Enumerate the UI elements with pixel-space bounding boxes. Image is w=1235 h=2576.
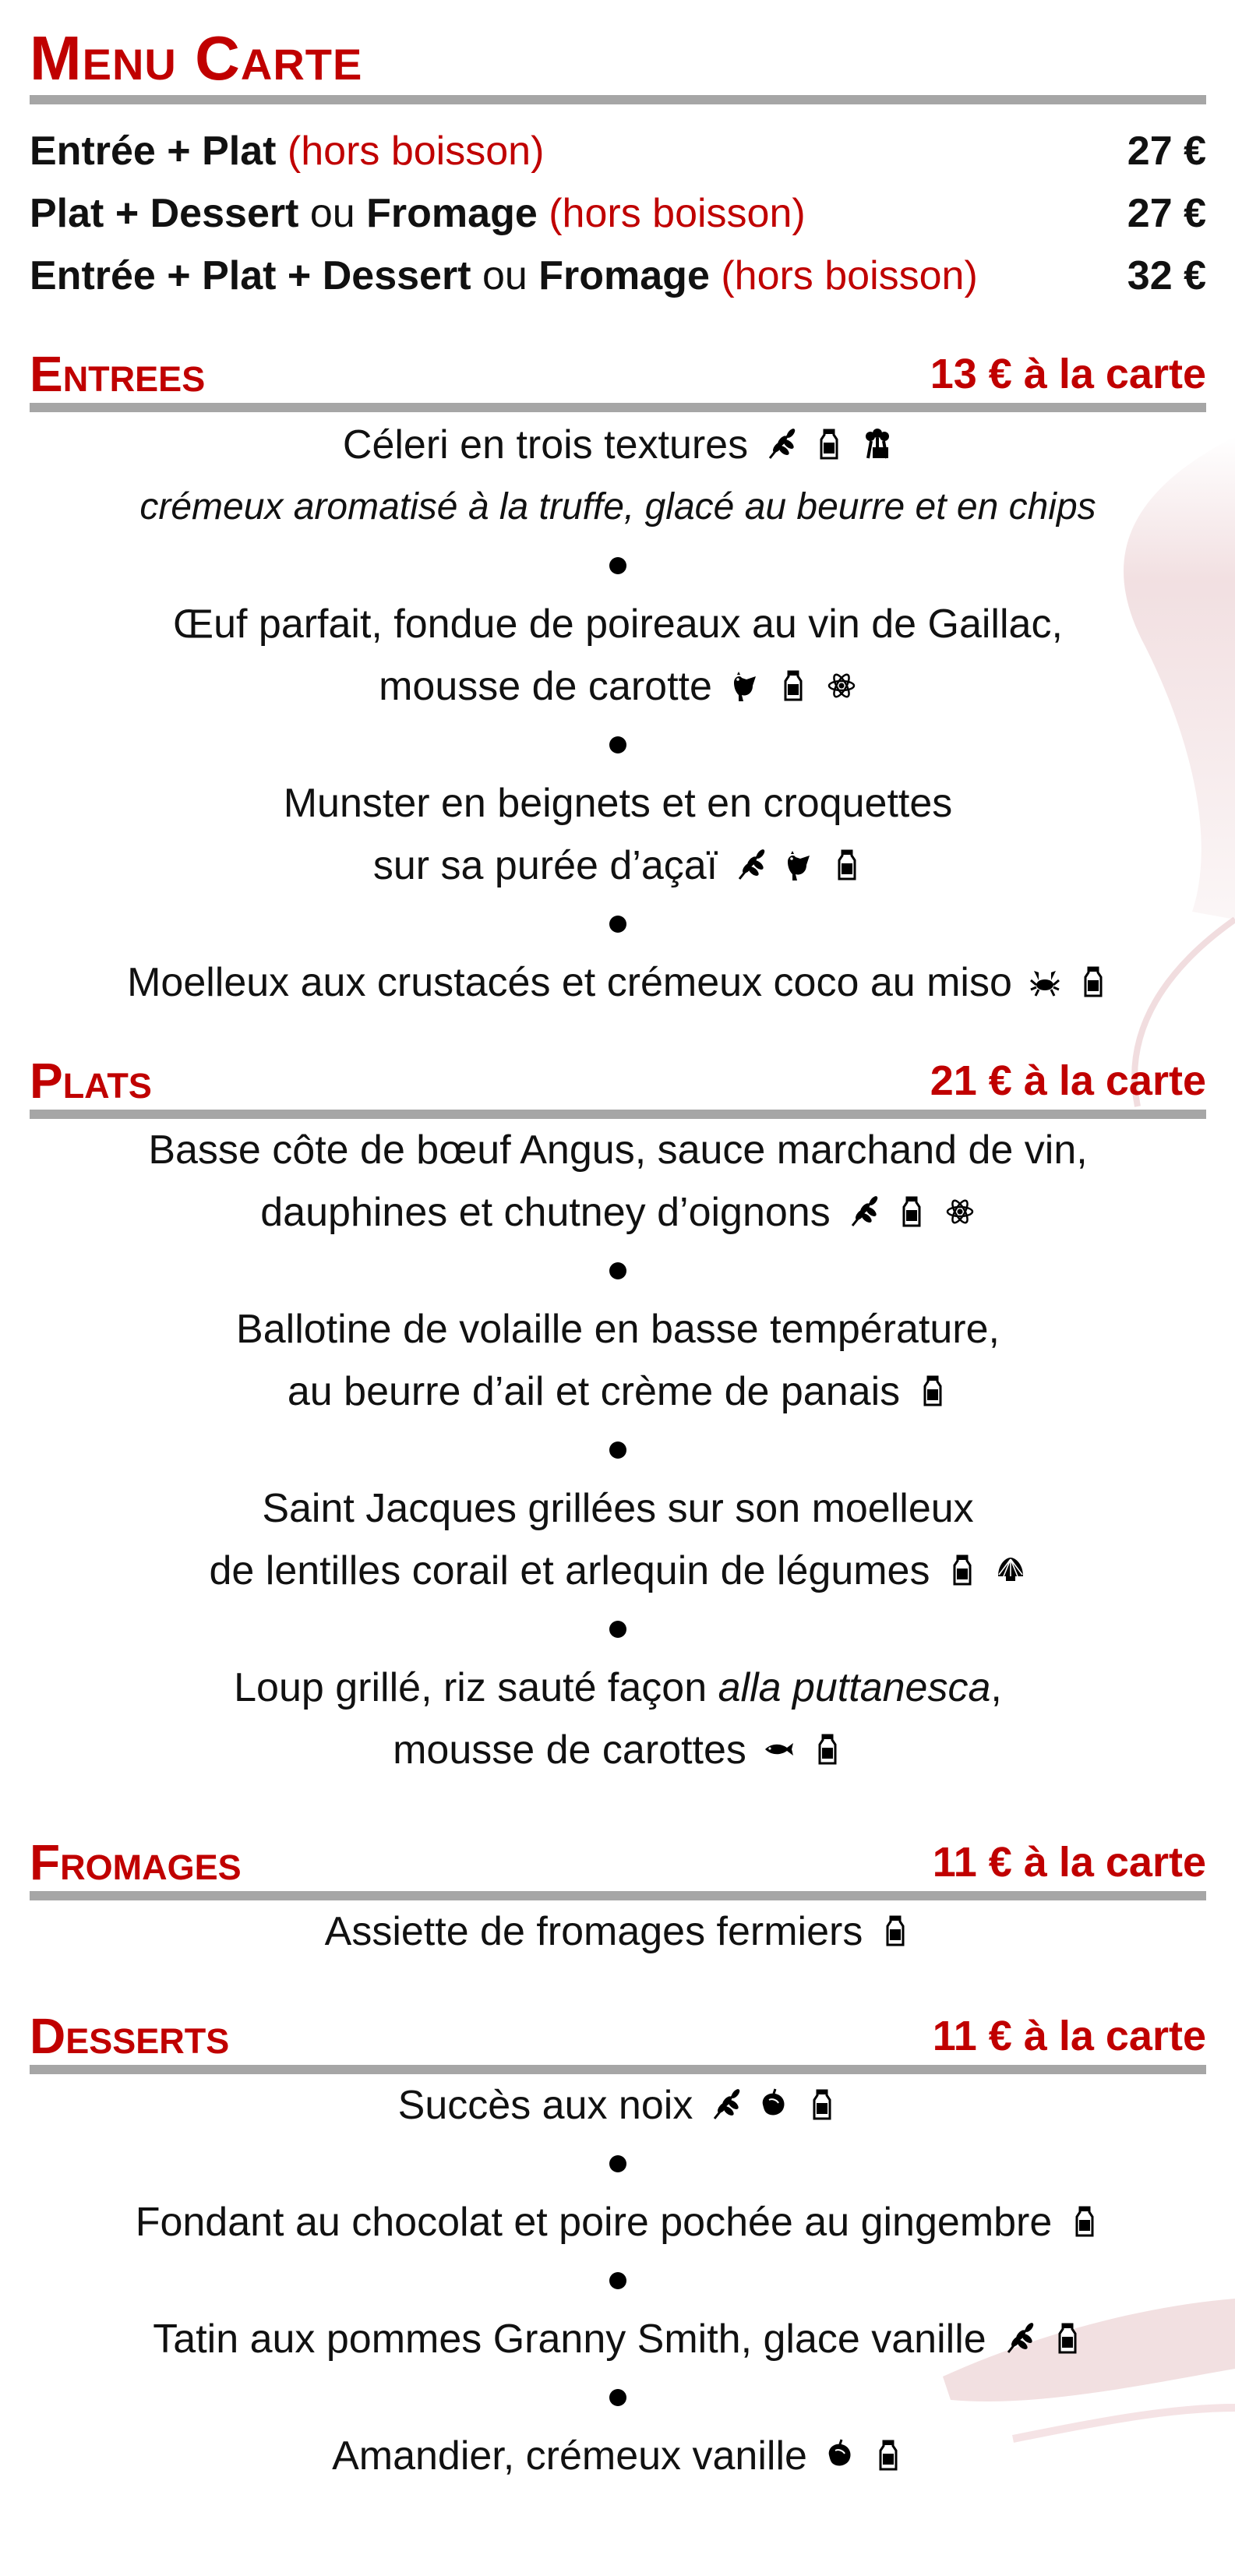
wheat-icon: [735, 848, 766, 882]
dish-item: [30, 2425, 1206, 2487]
milk-icon: [1078, 965, 1109, 999]
dish-name: Saint Jacques grillées sur son moelleux: [262, 1486, 974, 1531]
dish-name-cont: sur sa purée d’açaï: [372, 843, 718, 888]
section-fromages: [30, 1819, 1206, 1963]
dish-item: [30, 1477, 1206, 1602]
section-price: 11 € à la carte: [932, 2013, 1206, 2059]
separator-bullet: [30, 538, 1206, 593]
milk-icon: [778, 669, 809, 703]
milk-icon: [1052, 2321, 1083, 2355]
section-price: 13 € à la carte: [930, 351, 1206, 397]
dish-item: [30, 1900, 1206, 1963]
fish-icon: [764, 1732, 795, 1766]
separator-bullet: [30, 2137, 1206, 2191]
section-title: Plats: [30, 1053, 152, 1109]
dish-item: [30, 2308, 1206, 2370]
formula-name: Entrée + Plat: [30, 129, 277, 174]
wheat-icon: [710, 2087, 741, 2122]
dish-name: Loup grillé, riz sauté façon: [234, 1665, 718, 1710]
dish-description: crémeux aromatisé à la truffe, glacé au beurre et en chips: [139, 486, 1096, 528]
separator-bullet: [30, 1423, 1206, 1477]
formula-name: Plat + Dessert: [30, 191, 299, 236]
milk-icon: [831, 848, 863, 882]
separator-bullet: [30, 1244, 1206, 1298]
section-price: 11 € à la carte: [932, 1839, 1206, 1886]
milk-icon: [947, 1553, 978, 1587]
dish-list: [30, 1119, 1206, 1781]
title-divider: [30, 95, 1206, 104]
section-price: 21 € à la carte: [930, 1057, 1206, 1104]
formula-connector: ou: [309, 191, 355, 236]
section-plats: [30, 1038, 1206, 1781]
dish-name: Assiette de fromages fermiers: [324, 1909, 863, 1954]
dish-name-cont: dauphines et chutney d’oignons: [260, 1190, 831, 1235]
dish-item: [30, 593, 1206, 718]
section-divider: [30, 1110, 1206, 1119]
dish-name: Basse côte de bœuf Angus, sauce marchand de vin,: [148, 1127, 1088, 1173]
menu-page: [30, 0, 1206, 2479]
formula-alternative: Fromage: [538, 253, 710, 298]
section-title: Entrees: [30, 346, 206, 402]
milk-icon: [917, 1374, 948, 1408]
milk-icon: [873, 2438, 904, 2472]
dish-name-cont: au beurre d’ail et crème de panais: [287, 1369, 901, 1414]
formula-price: 27 €: [1127, 191, 1206, 236]
nut-icon: [824, 2438, 856, 2472]
dish-list: [30, 412, 1206, 1014]
dish-name-cont: de lentilles corail et arlequin de légumes: [209, 1548, 930, 1593]
section-entrees: [30, 331, 1206, 1014]
formula-price: 32 €: [1127, 253, 1206, 298]
dish-item: [30, 2074, 1206, 2137]
dish-item: [30, 414, 1206, 538]
formula-note: (hors boisson): [721, 253, 978, 298]
formula-row: [30, 182, 1206, 245]
milk-icon: [813, 427, 845, 461]
egg-hen-icon: [729, 669, 760, 703]
milk-icon: [880, 1914, 911, 1948]
dish-item: [30, 1298, 1206, 1423]
dish-name: Succès aux noix: [397, 2083, 693, 2128]
milk-icon: [806, 2087, 838, 2122]
dish-name: Tatin aux pommes Granny Smith, glace vanille: [153, 2317, 986, 2362]
dish-list: [30, 2074, 1206, 2487]
celery-icon: [862, 427, 893, 461]
dish-item: [30, 2191, 1206, 2253]
dish-name-italic: alla puttanesca: [718, 1665, 991, 1710]
dish-list: [30, 1900, 1206, 1963]
section-title: Desserts: [30, 2008, 230, 2064]
nut-icon: [758, 2087, 789, 2122]
section-header: [30, 1819, 1206, 1891]
separator-bullet: [30, 2370, 1206, 2425]
milk-icon: [896, 1194, 927, 1229]
milk-icon: [812, 1732, 843, 1766]
formula-list: [30, 120, 1206, 307]
shell-icon: [995, 1553, 1026, 1587]
dish-name-punct: ,: [990, 1665, 1002, 1710]
separator-bullet: [30, 897, 1206, 951]
separator-bullet: [30, 1602, 1206, 1657]
formula-price: 27 €: [1127, 129, 1206, 174]
formula-row: [30, 245, 1206, 307]
formula-note: (hors boisson): [287, 129, 545, 174]
section-divider: [30, 403, 1206, 412]
wheat-icon: [765, 427, 796, 461]
dish-name-cont: mousse de carotte: [379, 664, 712, 709]
dish-item: [30, 1657, 1206, 1781]
section-divider: [30, 2065, 1206, 2074]
dish-item: [30, 1119, 1206, 1244]
separator-bullet: [30, 718, 1206, 772]
dish-name: Munster en beignets et en croquettes: [283, 781, 953, 826]
sulphite-icon: [944, 1194, 976, 1229]
crab-icon: [1029, 965, 1060, 999]
section-divider: [30, 1891, 1206, 1900]
dish-item: [30, 772, 1206, 897]
dish-name: Ballotine de volaille en basse température,: [236, 1307, 1000, 1352]
formula-name: Entrée + Plat + Dessert: [30, 253, 471, 298]
formula-alternative: Fromage: [366, 191, 538, 236]
wheat-icon: [848, 1194, 879, 1229]
formula-connector: ou: [482, 253, 528, 298]
dish-name-cont: mousse de carottes: [393, 1727, 746, 1773]
dish-name: Céleri en trois textures: [342, 422, 749, 468]
milk-icon: [1069, 2204, 1100, 2239]
dish-name: Moelleux aux crustacés et crémeux coco au miso: [127, 960, 1012, 1005]
dish-name: Fondant au chocolat et poire pochée au gingembre: [135, 2200, 1053, 2245]
wheat-icon: [1004, 2321, 1035, 2355]
section-header: [30, 1038, 1206, 1110]
sulphite-icon: [826, 669, 857, 703]
egg-hen-icon: [783, 848, 814, 882]
section-header: [30, 331, 1206, 403]
dish-name: Amandier, crémeux vanille: [332, 2433, 807, 2479]
section-desserts: [30, 1993, 1206, 2487]
dish-item: [30, 951, 1206, 1014]
separator-bullet: [30, 2253, 1206, 2308]
formula-row: [30, 120, 1206, 182]
menu-title: Menu Carte: [30, 23, 363, 93]
section-header: [30, 1993, 1206, 2065]
section-title: Fromages: [30, 1834, 242, 1890]
formula-note: (hors boisson): [549, 191, 806, 236]
dish-name: Œuf parfait, fondue de poireaux au vin de Gaillac,: [173, 602, 1063, 647]
